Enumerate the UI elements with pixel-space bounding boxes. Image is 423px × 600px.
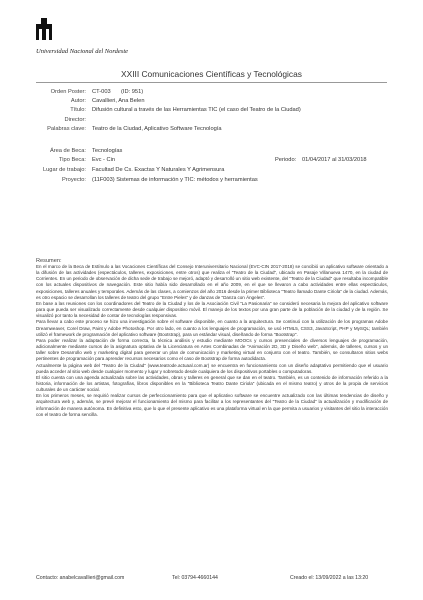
area-beca-value: Tecnologías: [92, 148, 123, 154]
document-title: XXIII Comunicaciones Científicas y Tecnológicas: [121, 69, 302, 79]
titulo-value: Difusión cultural a través de las Herramientas TIC (el caso del Teatro de la Ciudad): [92, 107, 301, 113]
proyecto-value: (11F003) Sistemas de información y TIC: métodos y herramientas: [92, 177, 258, 183]
tipo-beca-value: Evc - Cin: [92, 157, 116, 163]
summary-paragraph: Para llevar a cabo este proceso se hizo una investigación sobre el software disponible, en cuanto a la arquitectura. Se continuó con la utilización de los programas Adobe Dreamweaver, Corel Draw, Paint y Adobe Photoshop. Por otro lado, en cuanto a los lenguajes de programación, se usó HTML5, CSS3, JavaScript, PHP y MySQL; también utilizó el framework de programación del aplicativo software (Bootstrap), para un estándar visual, diseñando de forma "Bootstrap".: [36, 319, 388, 337]
university-emblem-icon: [36, 18, 52, 40]
summary-label: Resumen:: [36, 258, 62, 264]
orden-value: CT-003: [92, 89, 111, 95]
summary-paragraph: Actualmente la página web del "Teatro de la Ciudad" (www.teatrode.actuaal.com.ar) se encuentra en funcionamiento con un diseño adaptativo permitiendo que el usuario pueda acceder al sitio web desde cualquier momento y lugar y sobretodo desde cualquiera de los dispositivos portables o computadoras.: [36, 362, 388, 374]
director-label: Director:: [64, 117, 86, 123]
footer-phone: Tel: 03794-4660144: [172, 575, 218, 581]
orden-id: (ID: 951): [121, 89, 144, 95]
summary-body: [36, 264, 388, 418]
periodo-value: 01/04/2017 al 31/03/2018: [302, 157, 367, 163]
titulo-label: Título:: [70, 107, 86, 113]
area-beca-label: Área de Beca:: [49, 148, 86, 154]
autor-label: Autor:: [70, 98, 86, 104]
university-logo: [36, 18, 129, 62]
tipo-beca-label: Tipo Beca:: [59, 157, 86, 163]
lugar-trabajo-value: Facultad De Cs. Exactas Y Naturales Y Agrimensura: [92, 167, 225, 173]
autor-value: Cavallieri, Ana Belen: [92, 98, 145, 104]
footer-contact: Contacto: anabelcavallieri@gmail.com: [36, 575, 125, 581]
summary-paragraph: En base a las reuniones con los coordinadores del Teatro de la Ciudad y los de la Asociación Civil "La Pasionaria" se consideró necesaria la mejora del aplicativo software para que pueda ser visualizado correctamente desde cualquier dispositivo móvil. El manejo de los textos por una gran parte de la población de la ciudad y de la región. Se visualizó por tanto la necesidad de contar de tecnologías responsivas.: [36, 300, 388, 319]
summary-paragraph: El sitio cuenta con una agenda actualizada sobre las actividades, obras y talleres en general que se dan en el teatro. También, es un contenido de información referido a la historia, información de los artistas, fotografías, libros disponibles en la "Biblioteca Teatro Dante Ciriola" (ubicada en el mismo teatro) y otros de la propia de servicios culturales de un carácter social.: [36, 374, 388, 393]
title-divider: [36, 82, 387, 83]
lugar-trabajo-label: Lugar de trabajo:: [42, 167, 86, 173]
palabras-clave-label: Palabras clave:: [47, 126, 86, 132]
proyecto-label: Proyecto:: [61, 177, 86, 183]
palabras-clave-value: Teatro de la Ciudad, Aplicativo Software Tecnología: [92, 126, 222, 132]
summary-paragraph: En los primeros meses, se requirió realizar cursos de perfeccionamiento para que el aplicativo software se encuentre actualizado con las últimas tendencias de diseño y arquitectura web y, además, se prevé mejorar el funcionamiento del mismo para facilitar a los representantes del "Teatro de la Ciudad" la actualización y modificación de información de manera autónoma. En definitiva esto, que lo que el presente aplicativo es una plataforma virtual en la que permita a usuarios y visitantes del sitio la interacción con el teatro de forma sencilla.: [36, 393, 388, 417]
periodo-label: Periodo:: [275, 157, 297, 163]
summary-paragraph: Para poder realizar la adaptación de forma correcta, la técnica análisis y estudio mediante MOOCs y cursos presenciales de diversos lenguajes de programación, adicionalmente mediante cursos de la asignatura optativa de la Licenciatura en Artes Combinadas de "Animación 2D, 3D y Diseño web", además, de talleres, cursos y un taller sobre Desarrollo web y marketing digital para generar un plan de comunicación y marketing virtual en conjunto con el teatro. También, se consultaron sitios webs pertinentes de programación para aprender recursos necesarios como el caso de Bootstrap de forma autodidacta.: [36, 337, 388, 362]
university-name: Universidad Nacional del Nordeste: [36, 48, 129, 55]
summary-paragraph: En el marco de la Beca de Estímulo a las Vocaciones Científicas del Consejo Interuniversitario Nacional (EVC-CIN 2017-2018) se concibió un aplicativo software orientado a la difusión de las actividades (espectáculos, talleres, exposiciones, entre otros) que realiza el "Teatro de la Ciudad", ubicado en Pasaje Villanueva 1470, en la ciudad de Corrientes. En un periodo de observación de dicha sede de trabajo se mejoró, adaptó y desarrolló un sitio web existente, del "Teatro de la Ciudad" que resultaba incompatible con los actuales dispositivos de navegación. Este sitio había sido desarrollado en el año 2009, en el que se llevaron a cabo actividades entre ellas espectáculos, exposiciones, talleres anuales y temporales. Además de las clases, a comienzos del año 2016 desde la primer Biblioteca "Teatro llamado Dante Ciriola" de la ciudad. Además, es otro espacio se desarrollan los talleres de teatro del grupo "Entre Pieles" y de danzas de "Danza con Ángeles".: [36, 264, 388, 300]
orden-label: Orden Poster:: [50, 89, 86, 95]
footer-created: Creado el: 13/09/2022 a las 13:20: [290, 575, 369, 581]
